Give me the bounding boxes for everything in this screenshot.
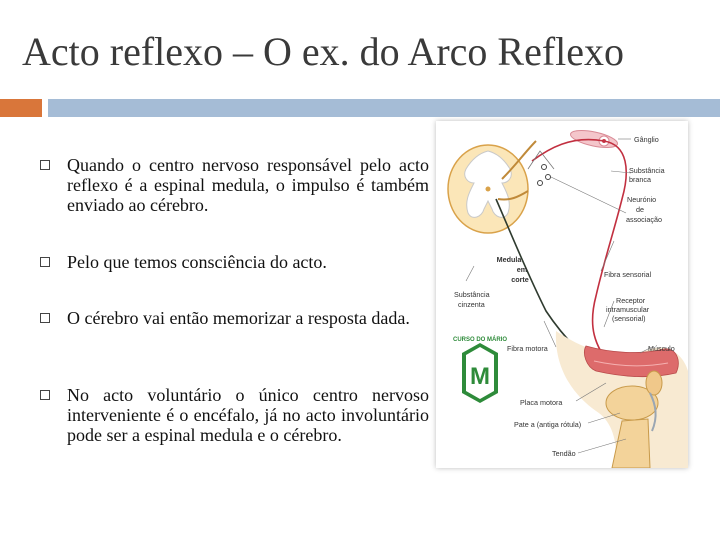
label-neuronio: Neurónio xyxy=(627,195,657,204)
label-placa-motora: Placa motora xyxy=(520,398,563,407)
logo-text: CURSO DO MÁRIO xyxy=(453,337,507,343)
label-fibra-motora: Fibra motora xyxy=(507,344,548,353)
label-neuronio-2: de xyxy=(636,205,644,214)
label-medula: Medula xyxy=(496,255,522,264)
spinal-cord-section xyxy=(448,141,536,233)
label-fibra-sensorial: Fibra sensorial xyxy=(604,270,652,279)
label-substancia-branca-2: branca xyxy=(629,175,651,184)
curso-do-mario-logo xyxy=(453,336,507,403)
square-bullet-icon xyxy=(40,313,50,323)
label-substancia-cinzenta-2: cinzenta xyxy=(458,300,485,309)
label-ganglio: Gânglio xyxy=(634,135,659,144)
label-substancia-branca: Substância xyxy=(629,166,665,175)
label-substancia-cinzenta: Substância xyxy=(454,290,490,299)
label-tendao: Tendão xyxy=(552,449,576,458)
label-receptor-3: (sensorial) xyxy=(612,314,646,323)
label-pate: Pate a (antiga rótula) xyxy=(514,420,582,429)
label-musculo: Músculo xyxy=(648,344,675,353)
bullet-text: Pelo que temos consciência do acto. xyxy=(67,252,327,272)
square-bullet-icon xyxy=(40,390,50,400)
bullet-text: No acto voluntário o único centro nervoso interveniente é o encéfalo, já no acto involuntário pode ser a espinal medula e o cérebro. xyxy=(67,385,429,445)
square-bullet-icon xyxy=(40,160,50,170)
slide-title: Acto reflexo – O ex. do Arco Reflexo xyxy=(22,29,625,74)
bullet-text: Quando o centro nervoso responsável pelo acto reflexo é a espinal medula, o impulso é também enviado ao cérebro. xyxy=(67,155,429,215)
reflex-arc-diagram xyxy=(436,121,688,468)
label-receptor-2: intramuscular xyxy=(606,305,650,314)
label-medula-3: corte xyxy=(511,275,529,284)
accent-bar-orange xyxy=(0,99,42,117)
logo-letter: M xyxy=(470,363,490,390)
sensory-fiber xyxy=(532,140,626,367)
accent-bar-blue xyxy=(48,99,720,117)
label-medula-2: em xyxy=(516,265,528,274)
label-receptor: Receptor xyxy=(616,296,646,305)
reflex-arc-svg xyxy=(436,121,688,468)
association-neuron xyxy=(528,151,554,186)
square-bullet-icon xyxy=(40,257,50,267)
bullet-text: O cérebro vai então memorizar a resposta dada. xyxy=(67,308,410,328)
label-neuronio-3: associação xyxy=(626,215,662,224)
